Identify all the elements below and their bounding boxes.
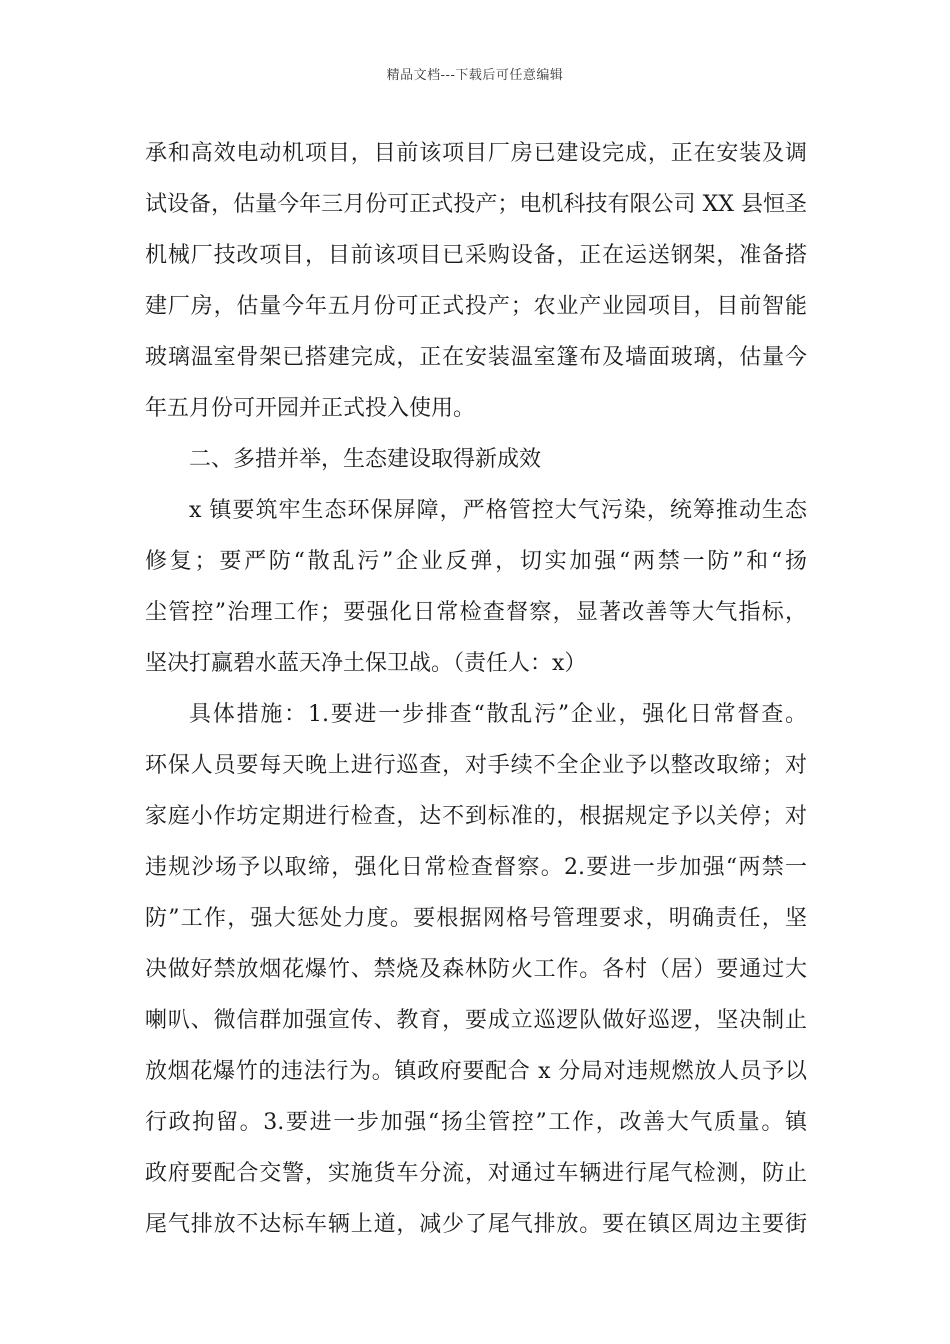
text-line: 尾气排放不达标车辆上道，减少了尾气排放。要在镇区周边主要街 xyxy=(145,1212,807,1237)
text-line: 防”工作，强大惩处力度。要根据网格号管理要求，明确责任，坚 xyxy=(145,906,807,931)
text-line: 环保人员要每天晚上进行巡查，对手续不全企业予以整改取缔；对 xyxy=(145,753,807,778)
text-line: 放烟花爆竹的违法行为。镇政府要配合 x 分局对违规燃放人员予以 xyxy=(145,1059,807,1084)
text-line: 家庭小作坊定期进行检查，达不到标准的，根据规定予以关停；对 xyxy=(145,804,807,829)
text-line: x 镇要筑牢生态环保屏障，严格管控大气污染，统筹推动生态 xyxy=(189,498,807,523)
text-line: 具体措施：1.要进一步排查“散乱污”企业，强化日常督查。 xyxy=(189,702,807,727)
section-heading xyxy=(145,434,807,485)
text-line: 违规沙场予以取缔，强化日常检查督察。2.要进一步加强“两禁一 xyxy=(145,855,807,880)
text-line: 承和高效电动机项目，目前该项目厂房已建设完成，正在安装及调 xyxy=(145,141,807,166)
text-line: 试设备，估量今年三月份可正式投产；电机科技有限公司 XX 县恒圣 xyxy=(145,192,807,217)
text-line: 机械厂技改项目，目前该项目已采购设备，正在运送钢架，准备搭 xyxy=(145,243,807,268)
paragraph xyxy=(145,485,807,689)
text-line: 坚决打赢碧水蓝天净土保卫战。（责任人：x） xyxy=(145,651,587,676)
paragraph xyxy=(145,128,807,434)
text-line: 建厂房，估量今年五月份可正式投产；农业产业园项目，目前智能 xyxy=(145,294,807,319)
document-body xyxy=(145,128,807,1250)
text-line: 尘管控”治理工作；要强化日常检查督察，显著改善等大气指标， xyxy=(145,600,807,625)
text-line: 行政拘留。3.要进一步加强“扬尘管控”工作，改善大气质量。镇 xyxy=(145,1110,807,1135)
text-line: 年五月份可开园并正式投入使用。 xyxy=(145,396,476,421)
text-line: 修复；要严防“散乱污”企业反弹，切实加强“两禁一防”和“扬 xyxy=(145,549,807,574)
text-line: 决做好禁放烟花爆竹、禁烧及森林防火工作。各村（居）要通过大 xyxy=(145,957,807,982)
heading-line: 二、多措并举，生态建设取得新成效 xyxy=(189,447,542,472)
text-line: 玻璃温室骨架已搭建完成，正在安装温室篷布及墙面玻璃，估量今 xyxy=(145,345,807,370)
text-line: 喇叭、微信群加强宣传、教育，要成立巡逻队做好巡逻，坚决制止 xyxy=(145,1008,807,1033)
page-header: 精品文档---下载后可任意编辑 xyxy=(386,68,564,83)
text-line: 政府要配合交警，实施货车分流，对通过车辆进行尾气检测，防止 xyxy=(145,1161,807,1186)
paragraph xyxy=(145,689,807,1250)
